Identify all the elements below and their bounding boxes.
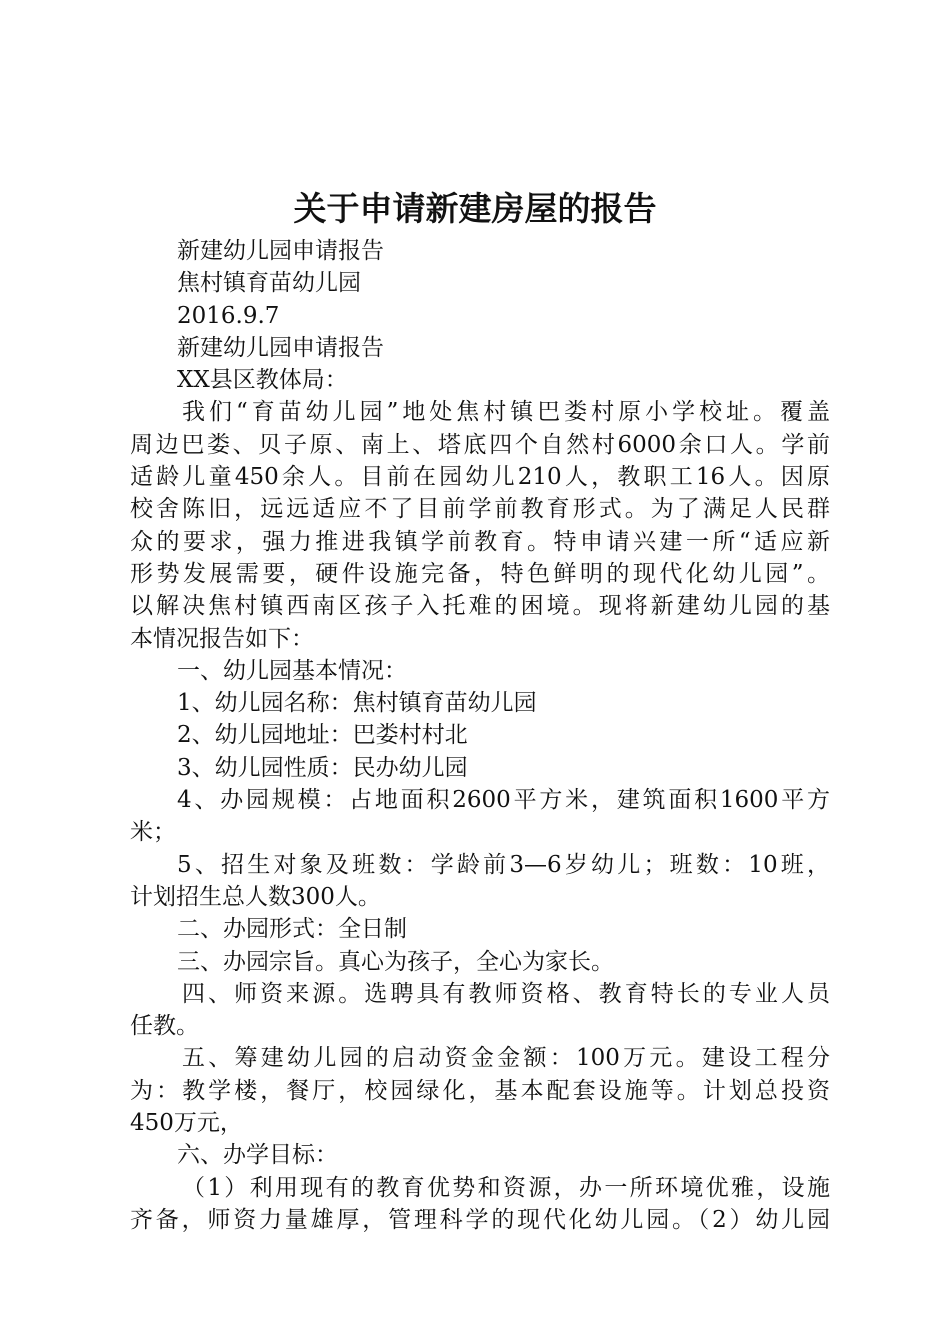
text-line: 任教。: [130, 1013, 199, 1040]
text-line: 我们“育苗幼儿园”地处焦村镇巴娄村原小学校址。覆盖: [182, 399, 830, 426]
text-line: 以解决焦村镇西南区孩子入托难的困境。现将新建幼儿园的基: [130, 593, 830, 620]
text-line: 形势发展需要，硬件设施完备，特色鲜明的现代化幼儿园”。: [130, 560, 830, 587]
text-line: 周边巴娄、贝子原、南上、塔底四个自然村6000余口人。学前: [130, 431, 830, 458]
text-line: 为：教学楼，餐厅，校园绿化，基本配套设施等。计划总投资: [130, 1077, 830, 1104]
text-line: 3、幼儿园性质：民办幼儿园: [177, 754, 468, 781]
text-line: 2016.9.7: [177, 302, 280, 329]
text-line: 5、招生对象及班数：学龄前3—6岁幼儿；班数：10班，: [177, 851, 830, 878]
text-line: 三、办园宗旨。真心为孩子，全心为家长。: [177, 948, 614, 975]
text-line: 1、幼儿园名称：焦村镇育苗幼儿园: [177, 690, 537, 717]
text-line: 本情况报告如下：: [130, 625, 314, 652]
text-line: 450万元，: [130, 1110, 243, 1137]
text-line: 新建幼儿园申请报告: [177, 334, 384, 361]
text-line: 米；: [130, 819, 176, 846]
document-body: [130, 235, 830, 1236]
text-line: 2、幼儿园地址：巴娄村村北: [177, 722, 468, 749]
text-line: （1）利用现有的教育优势和资源，办一所环境优雅，设施: [182, 1174, 830, 1201]
text-line: 计划招生总人数300人。: [130, 883, 381, 910]
text-line: XX县区教体局：: [177, 367, 348, 394]
text-line: 二、办园形式：全日制: [177, 916, 407, 943]
text-line: 校舍陈旧，远远适应不了目前学前教育形式。为了满足人民群: [130, 496, 830, 523]
text-line: 众的要求，强力推进我镇学前教育。特申请兴建一所“适应新: [130, 528, 830, 555]
text-line: 一、幼儿园基本情况：: [177, 657, 407, 684]
text-line: 焦村镇育苗幼儿园: [177, 270, 361, 297]
text-line: 4、办园规模：占地面积2600平方米，建筑面积1600平方: [177, 787, 830, 814]
text-line: 五、筹建幼儿园的启动资金金额：100万元。建设工程分: [182, 1045, 830, 1072]
document-title: 关于申请新建房屋的报告: [293, 189, 657, 228]
text-line: 新建幼儿园申请报告: [177, 238, 384, 264]
text-line: 六、办学目标：: [177, 1142, 338, 1169]
text-line: 适龄儿童450余人。目前在园幼儿210人，教职工16人。因原: [130, 464, 830, 491]
text-line: 齐备，师资力量雄厚，管理科学的现代化幼儿园。（2）幼儿园: [130, 1206, 830, 1233]
text-line: 四、师资来源。选聘具有教师资格、教育特长的专业人员: [182, 980, 830, 1007]
